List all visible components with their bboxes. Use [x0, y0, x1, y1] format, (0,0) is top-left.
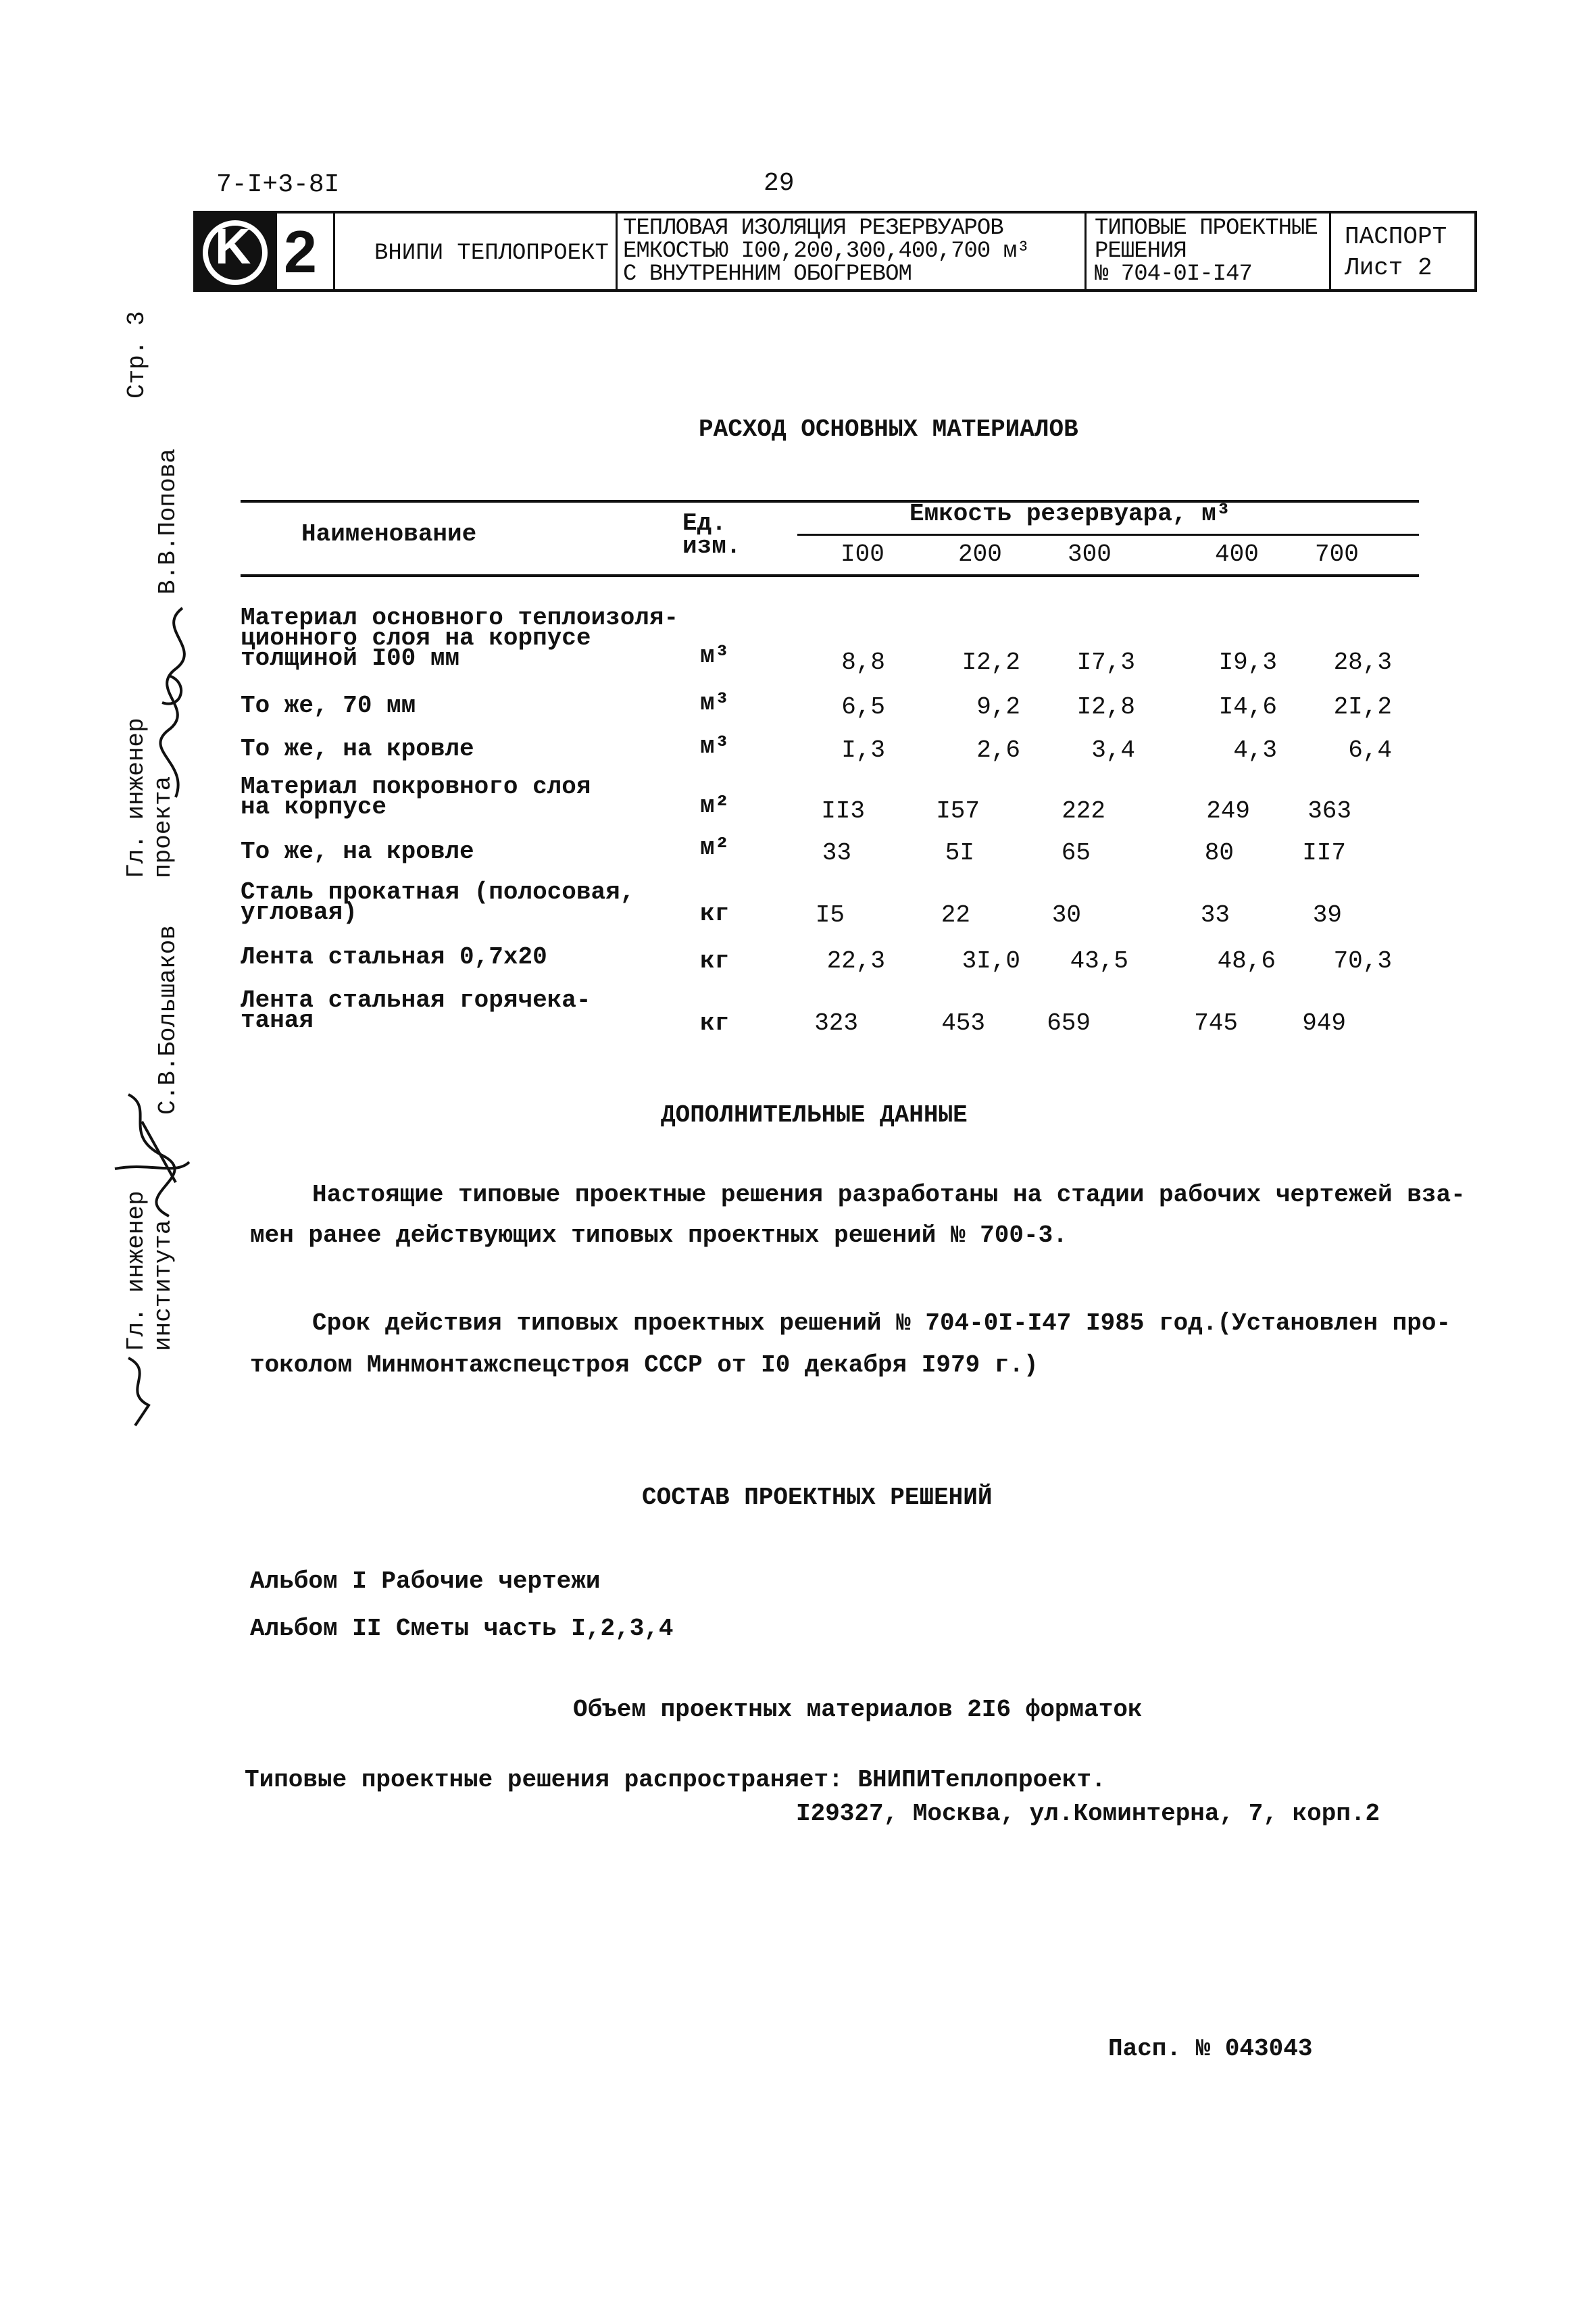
row-unit: м³ [700, 732, 730, 760]
row-name: Лента стальная 0,7х20 [241, 943, 547, 971]
additional-paragraph-2: Срок действия типовых проектных решений № 704-0I-I47 I985 год.(Установлен про- [312, 1309, 1451, 1337]
col-capacity-200: 200 [958, 540, 1002, 568]
title-cell [618, 213, 1087, 289]
distributor: Типовые проектные решения распространяет: ВНИПИТеплопроект. [245, 1766, 1106, 1794]
side-chief-engineer-institute: Гл. инженер института [122, 1190, 177, 1351]
row-unit: кг [700, 900, 730, 928]
row-value: 22 [941, 901, 970, 929]
row-value: 48,6 [1217, 947, 1276, 975]
materials-heading: РАСХОД ОСНОВНЫХ МАТЕРИАЛОВ [699, 416, 1078, 443]
sheet-digit: 2 [284, 218, 317, 285]
page-number: 29 [764, 169, 795, 198]
album-2: Альбом II Сметы часть I,2,3,4 [250, 1615, 674, 1642]
row-value: I7,3 [1076, 649, 1135, 676]
row-name: То же, 70 мм [241, 692, 416, 720]
doc-type-cell [1331, 213, 1474, 289]
standard-line: № 704-0I-I47 [1095, 261, 1252, 287]
organization-cell [335, 213, 618, 289]
row-value: 70,3 [1333, 947, 1392, 975]
row-name: То же, на кровле [241, 735, 474, 763]
table-top-rule [241, 500, 1419, 503]
col-capacity-400: 400 [1215, 540, 1259, 568]
row-value: 9,2 [976, 693, 1020, 721]
organization-name: ВНИПИ ТЕПЛОПРОЕКТ [374, 241, 609, 266]
row-value: 453 [941, 1009, 985, 1037]
row-value: 80 [1204, 839, 1234, 867]
side-chief-engineer-project-name: В.В.Попова [154, 448, 182, 595]
row-value: 6,5 [841, 693, 885, 721]
row-name: Лента стальная горячека- таная [241, 986, 591, 1034]
row-value: 39 [1312, 901, 1342, 929]
title-line: ЕМКОСТЬЮ I00,200,300,400,700 м³ [623, 238, 1030, 264]
logo [196, 213, 277, 289]
row-value: 363 [1307, 797, 1351, 825]
row-value: 5I [945, 839, 974, 867]
side-chief-engineer-project: Гл. инженер проекта [122, 718, 177, 878]
row-value: 222 [1062, 797, 1105, 825]
row-value: 3I,0 [962, 947, 1020, 975]
row-name: Сталь прокатная (полосовая, угловая) [241, 878, 635, 926]
additional-paragraph-1: Настоящие типовые проектные решения разработаны на стадии рабочих чертежей вза- [312, 1181, 1466, 1209]
sheet-digit-cell [277, 213, 335, 289]
row-value: I5 [815, 901, 845, 929]
album-1: Альбом I Рабочие чертежи [250, 1567, 601, 1595]
row-value: 33 [822, 839, 851, 867]
row-value: 2I,2 [1333, 693, 1392, 721]
col-group-header: Емкость резервуара, м³ [909, 500, 1231, 528]
table-group-rule [797, 534, 1419, 536]
row-value: I4,6 [1218, 693, 1277, 721]
side-page-label: Стр. 3 [123, 311, 151, 399]
row-value: 249 [1206, 797, 1250, 825]
row-unit: м² [700, 834, 730, 861]
title-block [193, 211, 1477, 292]
signature-mark [115, 1351, 176, 1432]
standard-cell [1087, 213, 1331, 289]
standard-line: ТИПОВЫЕ ПРОЕКТНЫЕ [1095, 216, 1318, 241]
row-value: 659 [1047, 1009, 1091, 1037]
row-unit: м³ [700, 689, 730, 717]
row-value: 745 [1194, 1009, 1238, 1037]
additional-paragraph-2-cont: токолом Минмонтажспецстроя СССР от I0 декабря I979 г.) [250, 1351, 1039, 1379]
row-value: II3 [821, 797, 865, 825]
row-value: 2,6 [976, 736, 1020, 764]
additional-heading: ДОПОЛНИТЕЛЬНЫЕ ДАННЫЕ [661, 1101, 968, 1129]
row-value: 3,4 [1091, 736, 1135, 764]
composition-heading: СОСТАВ ПРОЕКТНЫХ РЕШЕНИЙ [642, 1484, 993, 1511]
row-value: 6,4 [1348, 736, 1392, 764]
row-value: 28,3 [1333, 649, 1392, 676]
row-value: 22,3 [826, 947, 885, 975]
row-unit: м³ [700, 642, 730, 670]
col-name-header: Наименование [301, 520, 477, 548]
col-capacity-300: 300 [1068, 540, 1112, 568]
title-line: С ВНУТРЕННИМ ОБОГРЕВОМ [623, 261, 912, 287]
document-code: 7-I+3-8I [216, 170, 340, 199]
standard-line: РЕШЕНИЯ [1095, 238, 1187, 264]
row-unit: м² [700, 792, 730, 820]
row-name: Материал основного теплоизоля- ционного слоя на корпусе толщиной I00 мм [241, 604, 679, 672]
title-line: ТЕПЛОВАЯ ИЗОЛЯЦИЯ РЕЗЕРВУАРОВ [623, 216, 1003, 241]
row-value: 4,3 [1233, 736, 1277, 764]
row-value: 30 [1051, 901, 1081, 929]
row-value: 8,8 [841, 649, 885, 676]
signature-project [142, 601, 216, 804]
row-value: I2,8 [1076, 693, 1135, 721]
row-value: I57 [936, 797, 980, 825]
row-value: I2,2 [962, 649, 1020, 676]
row-value: II7 [1302, 839, 1346, 867]
row-unit: кг [700, 947, 730, 975]
sheet-label: Лист 2 [1345, 254, 1432, 282]
row-value: 65 [1061, 839, 1091, 867]
table-header-rule [241, 574, 1419, 577]
row-value: 323 [814, 1009, 858, 1037]
materials-volume: Объем проектных материалов 2I6 форматок [573, 1696, 1143, 1724]
col-capacity-700: 700 [1315, 540, 1359, 568]
doc-type: ПАСПОРТ [1345, 223, 1447, 251]
distributor-address: I29327, Москва, ул.Коминтерна, 7, корп.2 [796, 1800, 1380, 1828]
row-value: I9,3 [1218, 649, 1277, 676]
side-chief-engineer-institute-name: С.В.Большаков [154, 925, 182, 1115]
col-unit-header: Ед. изм. [682, 509, 741, 560]
row-unit: кг [700, 1009, 730, 1037]
row-value: 33 [1200, 901, 1230, 929]
additional-paragraph-1-cont: мен ранее действующих типовых проектных решений № 700-3. [250, 1222, 1068, 1249]
logo-k-icon: K [215, 218, 251, 274]
passport-number: Пасп. № 043043 [1108, 2035, 1313, 2063]
row-name: Материал покровного слоя на корпусе [241, 773, 591, 821]
row-value: 43,5 [1070, 947, 1128, 975]
row-value: 949 [1302, 1009, 1346, 1037]
row-name: То же, на кровле [241, 838, 474, 865]
row-value: I,3 [841, 736, 885, 764]
signature-institute [101, 1081, 203, 1257]
col-capacity-100: I00 [841, 540, 884, 568]
